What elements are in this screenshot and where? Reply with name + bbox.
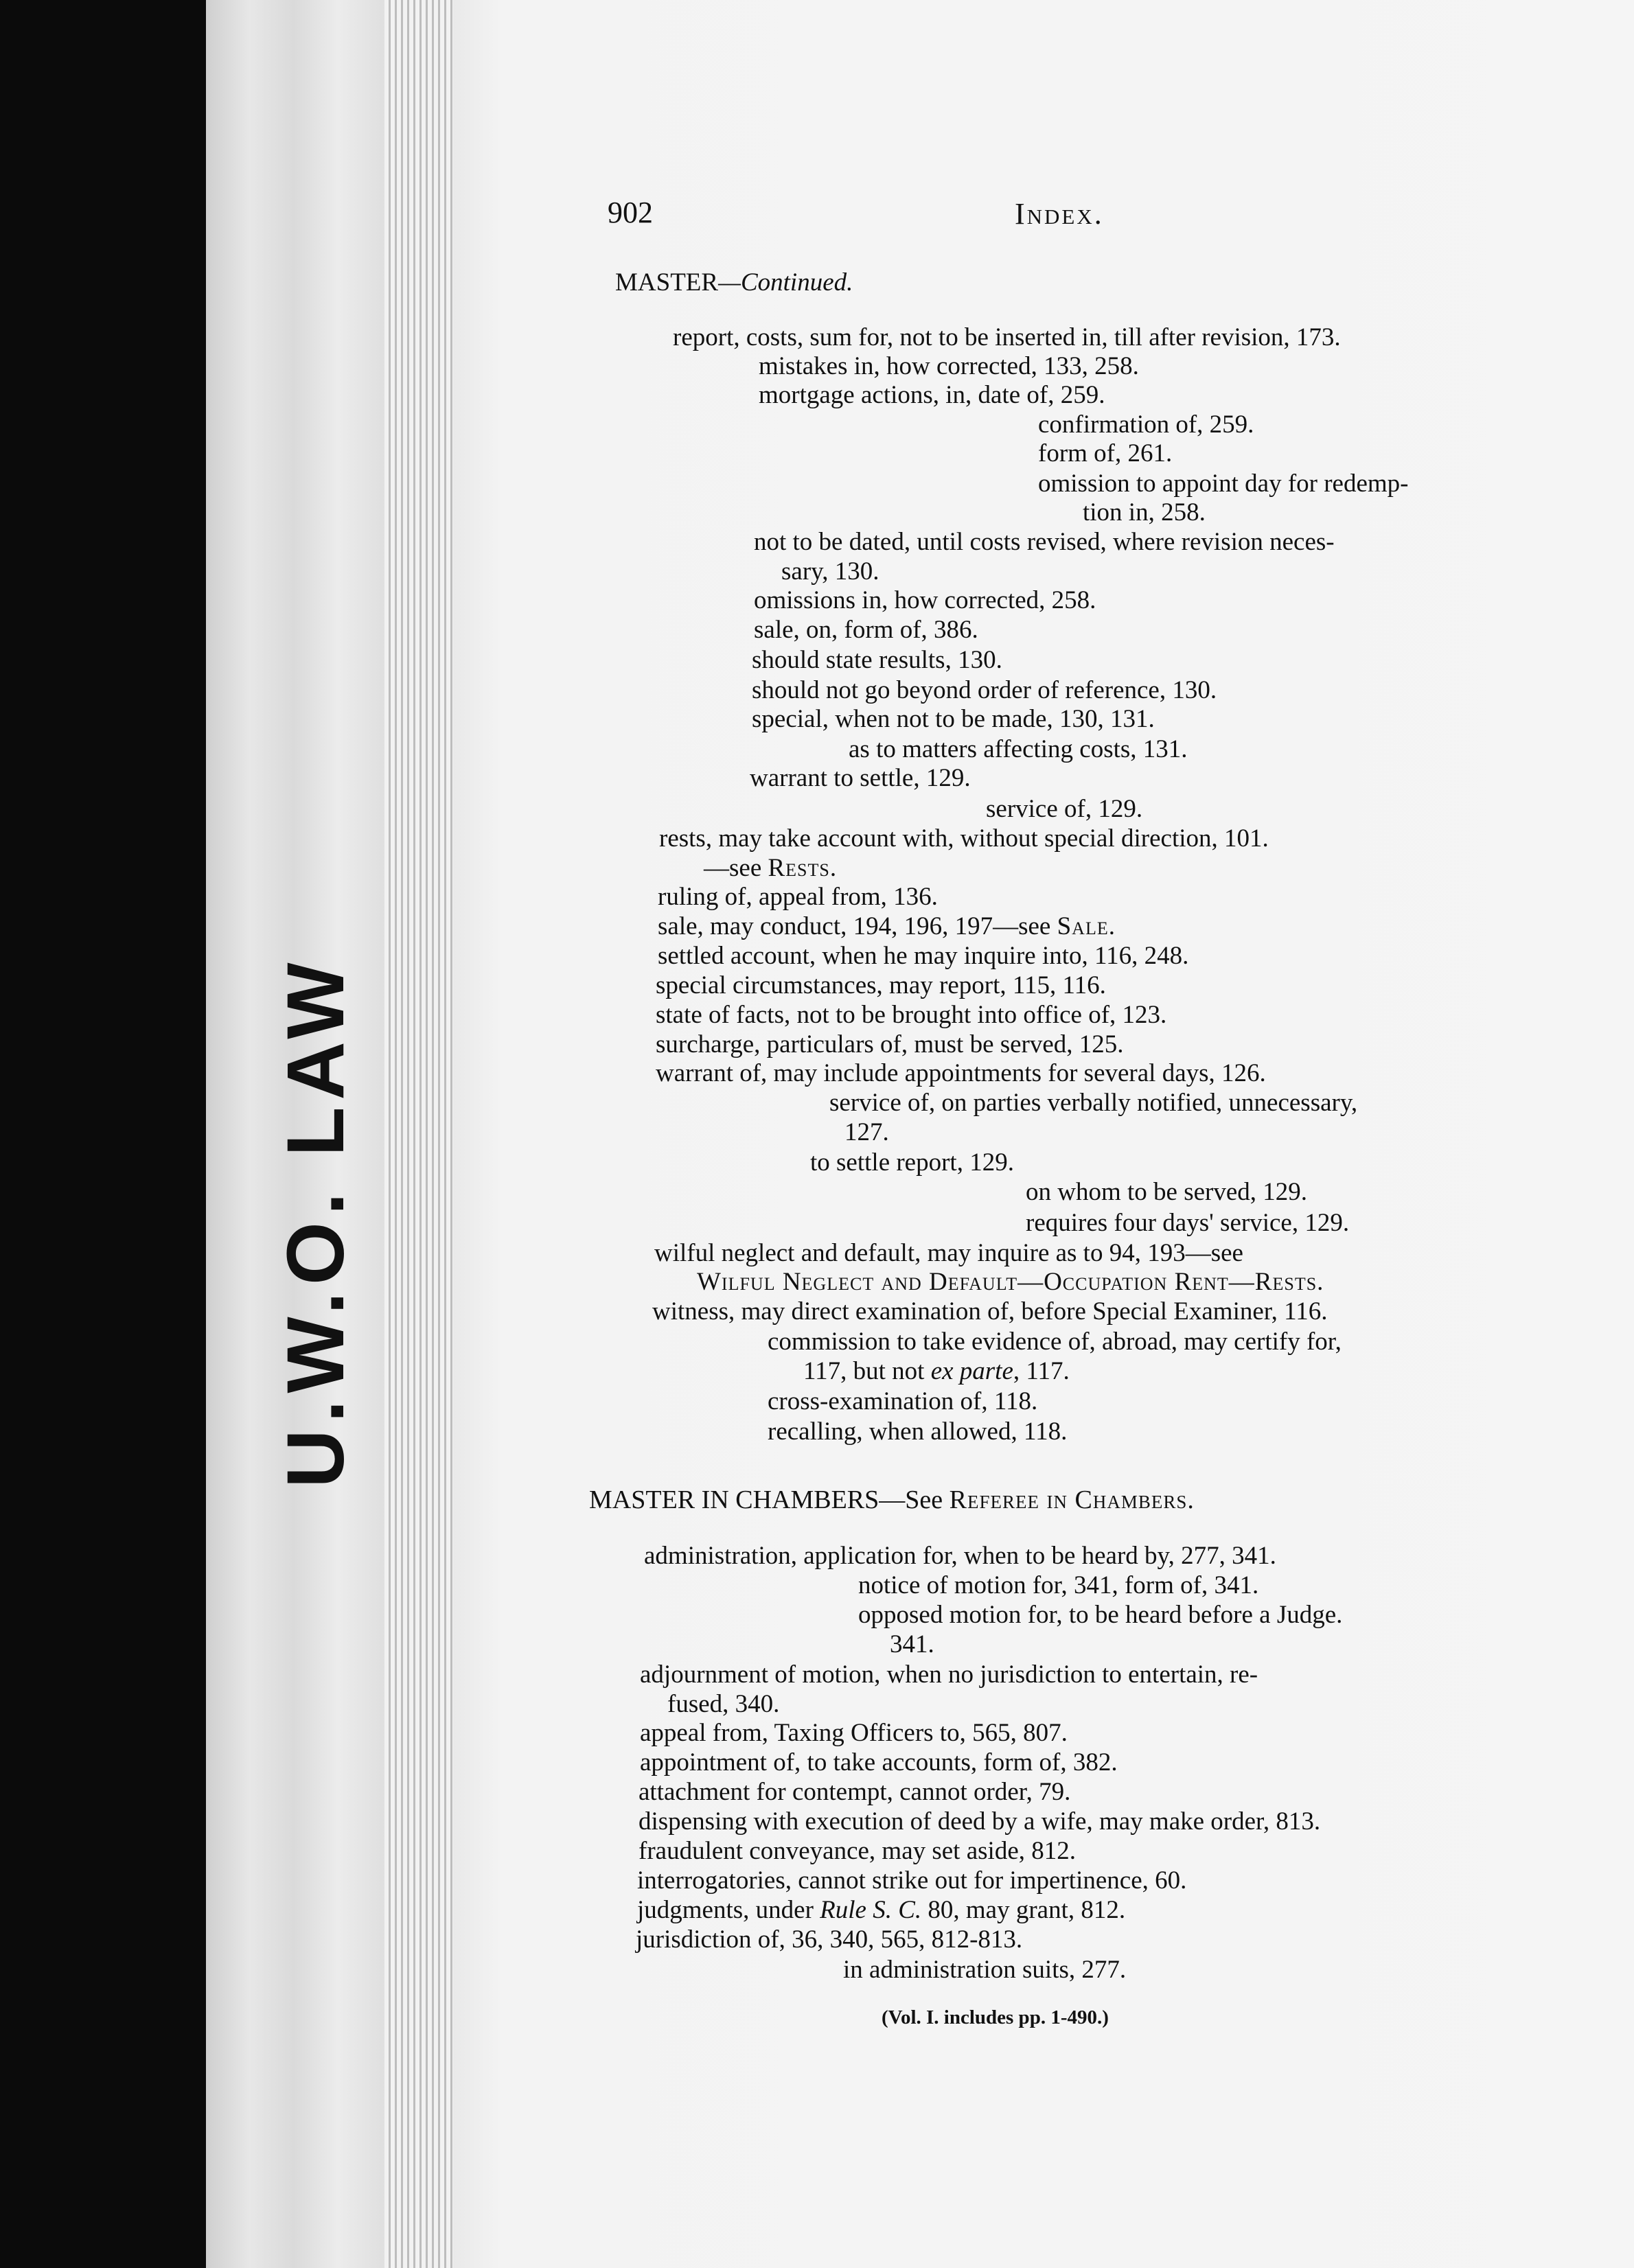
index-entry: special, when not to be made, 130, 131. [752, 705, 1155, 733]
index-entry: interrogatories, cannot strike out for impertinence, 60. [637, 1866, 1187, 1895]
index-entry: notice of motion for, 341, form of, 341. [858, 1571, 1259, 1599]
section-heading-master-in-chambers [589, 1485, 1195, 1515]
index-entry [803, 1356, 1070, 1387]
index-entry: not to be dated, until costs revised, where revision neces- [754, 528, 1335, 556]
index-entry: 341. [890, 1630, 934, 1658]
index-entry: omissions in, how corrected, 258. [754, 586, 1096, 614]
index-entry: witness, may direct examination of, before Special Examiner, 116. [652, 1297, 1328, 1326]
heading-text: MASTER IN CHAMBERS [589, 1485, 879, 1514]
index-entry: dispensing with execution of deed by a wife, may make order, 813. [638, 1807, 1321, 1836]
heading-see: —See [879, 1485, 950, 1514]
index-entry: tion in, 258. [1083, 498, 1206, 526]
index-entry: state of facts, not to be brought into office of, 123. [656, 1001, 1167, 1029]
entry-text: 80, may grant, 812. [921, 1896, 1126, 1924]
index-entry: service of, on parties verbally notified, unnecessary, [829, 1089, 1358, 1117]
index-entry: jurisdiction of, 36, 340, 565, 812-813. [636, 1925, 1023, 1954]
cross-reference: Referee in Chambers. [949, 1485, 1195, 1514]
entry-text: , 117. [1013, 1357, 1070, 1385]
index-entry: fraudulent conveyance, may set aside, 812. [638, 1837, 1076, 1865]
index-entry: mortgage actions, in, date of, 259. [759, 381, 1105, 409]
entry-text: —see [704, 854, 768, 882]
page-number: 902 [608, 196, 653, 229]
index-entry: administration, application for, when to be heard by, 277, 341. [644, 1542, 1276, 1570]
index-entry: form of, 261. [1038, 439, 1173, 467]
cross-reference: Sale. [1057, 912, 1116, 940]
index-entry: settled account, when he may inquire into, 116, 248. [658, 942, 1189, 970]
index-entry: warrant to settle, 129. [750, 764, 971, 792]
entry-text: sale, may conduct, 194, 196, 197—see [658, 912, 1057, 940]
entry-text: 117, but not [803, 1357, 931, 1385]
index-entry: mistakes in, how corrected, 133, 258. [759, 352, 1139, 380]
index-entry: in administration suits, 277. [843, 1956, 1127, 1984]
index-entry: wilful neglect and default, may inquire as to 94, 193—see [654, 1239, 1243, 1267]
index-entry: 127. [844, 1118, 889, 1146]
index-entry: adjournment of motion, when no jurisdiction to entertain, re- [640, 1660, 1258, 1689]
index-entry: sary, 130. [781, 557, 879, 586]
index-entry: service of, 129. [986, 795, 1143, 823]
italic-term: ex parte [930, 1357, 1013, 1385]
index-entry: should state results, 130. [752, 646, 1002, 674]
section-heading-master [615, 268, 853, 298]
heading-suffix: —Continued. [718, 268, 853, 297]
page-title: Index. [1015, 197, 1104, 231]
cross-reference-line: Wilful Neglect and Default—Occupation Rent—Rests. [697, 1268, 1324, 1296]
index-entry: rests, may take account with, without special direction, 101. [659, 824, 1269, 853]
index-entry: sale, on, form of, 386. [754, 616, 978, 644]
index-entry: appointment of, to take accounts, form of, 382. [640, 1748, 1118, 1777]
index-page [453, 0, 1634, 2268]
index-entry: recalling, when allowed, 118. [768, 1418, 1068, 1446]
index-entry [658, 912, 1116, 942]
index-entry: warrant of, may include appointments for several days, 126. [656, 1059, 1266, 1087]
index-entry [704, 853, 837, 883]
index-entry: commission to take evidence of, abroad, may certify for, [768, 1328, 1342, 1356]
index-entry: attachment for contempt, cannot order, 79. [638, 1778, 1071, 1806]
index-entry: as to matters affecting costs, 131. [849, 735, 1188, 763]
index-entry: opposed motion for, to be heard before a Judge. [858, 1601, 1343, 1629]
index-entry: appeal from, Taxing Officers to, 565, 807. [640, 1719, 1068, 1747]
index-entry: should not go beyond order of reference, 130. [752, 676, 1217, 704]
index-entry: on whom to be served, 129. [1026, 1178, 1308, 1206]
index-entry: omission to appoint day for redemp- [1038, 470, 1409, 498]
index-entry: fused, 340. [667, 1690, 780, 1718]
index-entry: report, costs, sum for, not to be inserted in, till after revision, 173. [673, 323, 1341, 351]
index-entry: special circumstances, may report, 115, 116. [656, 971, 1106, 999]
index-entry: cross-examination of, 118. [768, 1387, 1038, 1415]
index-entry: to settle report, 129. [810, 1148, 1014, 1177]
index-entry [637, 1895, 1125, 1925]
heading-text: MASTER [615, 268, 719, 297]
volume-note: (Vol. I. includes pp. 1-490.) [882, 2006, 1109, 2028]
cross-reference: Rests. [768, 854, 838, 882]
library-stamp: U.W.O. LAW [271, 956, 361, 1488]
index-entry: ruling of, appeal from, 136. [658, 883, 938, 911]
index-entry: surcharge, particulars of, must be served, 125. [656, 1030, 1124, 1058]
index-entry: confirmation of, 259. [1038, 410, 1254, 439]
entry-text: judgments, under [637, 1896, 820, 1924]
italic-term: Rule S. C. [820, 1896, 922, 1924]
index-entry: requires four days' service, 129. [1026, 1209, 1350, 1237]
